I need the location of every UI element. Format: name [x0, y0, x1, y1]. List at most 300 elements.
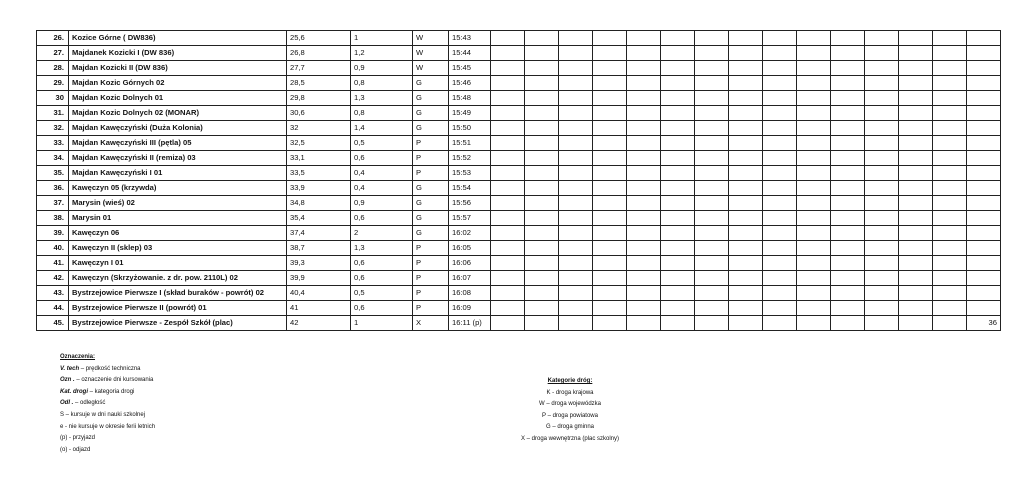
stop-name: Majdan Kozicki II (DW 836) [69, 61, 287, 76]
empty-cell [661, 196, 695, 211]
empty-cell [559, 91, 593, 106]
row-number: 41. [37, 256, 69, 271]
empty-cell [865, 31, 899, 46]
empty-cell [695, 166, 729, 181]
empty-cell [729, 241, 763, 256]
empty-cell [661, 91, 695, 106]
empty-cell [593, 166, 627, 181]
empty-cell [559, 286, 593, 301]
table-row [37, 286, 1001, 301]
empty-cell [797, 76, 831, 91]
empty-cell [797, 91, 831, 106]
empty-cell [525, 91, 559, 106]
time-cell: 15:49 [449, 106, 491, 121]
schedule-rows [37, 31, 1001, 331]
legend-key: V. tech [60, 365, 80, 372]
legend-road-categories-title: Kategorie dróg: [547, 378, 593, 384]
empty-cell [831, 76, 865, 91]
empty-cell [763, 91, 797, 106]
empty-cell [695, 106, 729, 121]
row-number: 29. [37, 76, 69, 91]
legend-item [60, 445, 155, 457]
table-row [37, 301, 1001, 316]
empty-cell [797, 151, 831, 166]
segment-distance-cell: 0,5 [351, 286, 413, 301]
empty-cell [797, 226, 831, 241]
empty-cell [729, 91, 763, 106]
empty-cell [933, 301, 967, 316]
table-row [37, 46, 1001, 61]
empty-cell [525, 301, 559, 316]
table-row [37, 271, 1001, 286]
empty-cell [763, 211, 797, 226]
empty-cell [763, 76, 797, 91]
empty-cell [899, 46, 933, 61]
segment-distance-cell: 0,5 [351, 136, 413, 151]
road-category-cell: G [413, 91, 449, 106]
empty-cell [933, 211, 967, 226]
road-category-cell: G [413, 226, 449, 241]
road-category-cell: G [413, 76, 449, 91]
page-number-cell [967, 151, 1001, 166]
time-cell: 15:52 [449, 151, 491, 166]
stop-name: Majdan Kawęczyński I 01 [69, 166, 287, 181]
empty-cell [831, 181, 865, 196]
empty-cell [899, 166, 933, 181]
empty-cell [661, 61, 695, 76]
empty-cell [525, 46, 559, 61]
road-category-cell: G [413, 121, 449, 136]
empty-cell [525, 121, 559, 136]
table-row [37, 106, 1001, 121]
empty-cell [627, 61, 661, 76]
empty-cell [661, 151, 695, 166]
empty-cell [661, 301, 695, 316]
empty-cell [593, 91, 627, 106]
empty-cell [627, 151, 661, 166]
legend-key: Ozn . [60, 377, 75, 384]
empty-cell [797, 196, 831, 211]
legend-markings-title: Oznaczenia: [60, 354, 96, 360]
empty-cell [695, 286, 729, 301]
page-number-cell [967, 211, 1001, 226]
empty-cell [865, 271, 899, 286]
page-number-cell [967, 91, 1001, 106]
empty-cell [797, 166, 831, 181]
segment-distance-cell: 2 [351, 226, 413, 241]
road-category-cell: P [413, 286, 449, 301]
legend-item [60, 410, 155, 422]
empty-cell [559, 76, 593, 91]
empty-cell [797, 181, 831, 196]
empty-cell [559, 256, 593, 271]
distance-cell: 32 [287, 121, 351, 136]
legend-item [60, 398, 155, 410]
legend-text: (o) - odjazd [60, 446, 91, 453]
empty-cell [729, 46, 763, 61]
empty-cell [933, 181, 967, 196]
empty-cell [695, 241, 729, 256]
empty-cell [695, 301, 729, 316]
empty-cell [865, 181, 899, 196]
empty-cell [627, 196, 661, 211]
empty-cell [695, 226, 729, 241]
empty-cell [627, 241, 661, 256]
empty-cell [525, 136, 559, 151]
empty-cell [525, 256, 559, 271]
distance-cell: 41 [287, 301, 351, 316]
empty-cell [593, 31, 627, 46]
empty-cell [525, 286, 559, 301]
table-row [37, 166, 1001, 181]
row-number: 30 [37, 91, 69, 106]
empty-cell [933, 271, 967, 286]
stop-name: Kawęczyn 05 (krzywda) [69, 181, 287, 196]
empty-cell [899, 91, 933, 106]
empty-cell [797, 61, 831, 76]
time-cell: 15:48 [449, 91, 491, 106]
empty-cell [831, 46, 865, 61]
empty-cell [933, 121, 967, 136]
legend-item: G – droga gminna [545, 424, 595, 431]
empty-cell [593, 46, 627, 61]
empty-cell [763, 61, 797, 76]
stop-name: Kawęczyn I 01 [69, 256, 287, 271]
page-number-cell [967, 181, 1001, 196]
time-cell: 15:46 [449, 76, 491, 91]
road-category-cell: G [413, 181, 449, 196]
empty-cell [559, 211, 593, 226]
empty-cell [525, 181, 559, 196]
road-category-cell: P [413, 256, 449, 271]
empty-cell [661, 46, 695, 61]
empty-cell [899, 151, 933, 166]
legend-item: W – droga wojewódzka [538, 401, 602, 408]
empty-cell [695, 196, 729, 211]
empty-cell [491, 211, 525, 226]
empty-cell [899, 196, 933, 211]
empty-cell [831, 271, 865, 286]
road-category-cell: P [413, 166, 449, 181]
empty-cell [729, 286, 763, 301]
empty-cell [661, 286, 695, 301]
empty-cell [933, 241, 967, 256]
empty-cell [933, 316, 967, 331]
time-cell: 15:57 [449, 211, 491, 226]
empty-cell [559, 31, 593, 46]
empty-cell [491, 196, 525, 211]
empty-cell [763, 166, 797, 181]
empty-cell [831, 61, 865, 76]
legend-item: P – droga powiatowa [542, 412, 598, 419]
row-number: 38. [37, 211, 69, 226]
empty-cell [831, 301, 865, 316]
empty-cell [627, 226, 661, 241]
segment-distance-cell: 1,4 [351, 121, 413, 136]
empty-cell [865, 256, 899, 271]
empty-cell [763, 181, 797, 196]
empty-cell [729, 166, 763, 181]
empty-cell [627, 136, 661, 151]
stop-name: Bystrzejowice Pierwsze I (skład buraków - powrót) 02 [69, 286, 287, 301]
empty-cell [933, 286, 967, 301]
page-number-cell [967, 31, 1001, 46]
legend-item: X – droga wewnętrzna (plac szkolny) [520, 435, 620, 442]
empty-cell [729, 106, 763, 121]
empty-cell [899, 76, 933, 91]
page-number-cell [967, 271, 1001, 286]
empty-cell [695, 181, 729, 196]
road-category-cell: P [413, 301, 449, 316]
empty-cell [933, 256, 967, 271]
stop-name: Majdanek Kozicki I (DW 836) [69, 46, 287, 61]
empty-cell [695, 151, 729, 166]
empty-cell [627, 91, 661, 106]
empty-cell [899, 241, 933, 256]
empty-cell [491, 181, 525, 196]
empty-cell [491, 46, 525, 61]
empty-cell [559, 166, 593, 181]
legend-item [60, 433, 155, 445]
empty-cell [627, 256, 661, 271]
time-cell: 15:50 [449, 121, 491, 136]
time-cell: 16:11 (p) [449, 316, 491, 331]
legend-markings [60, 352, 155, 456]
empty-cell [899, 121, 933, 136]
empty-cell [491, 121, 525, 136]
row-number: 28. [37, 61, 69, 76]
empty-cell [763, 226, 797, 241]
empty-cell [525, 316, 559, 331]
empty-cell [729, 61, 763, 76]
empty-cell [627, 316, 661, 331]
empty-cell [559, 226, 593, 241]
empty-cell [525, 166, 559, 181]
empty-cell [559, 106, 593, 121]
empty-cell [559, 181, 593, 196]
table-row [37, 31, 1001, 46]
empty-cell [593, 61, 627, 76]
empty-cell [729, 151, 763, 166]
empty-cell [695, 271, 729, 286]
empty-cell [627, 211, 661, 226]
time-cell: 15:51 [449, 136, 491, 151]
empty-cell [627, 121, 661, 136]
empty-cell [899, 106, 933, 121]
empty-cell [899, 211, 933, 226]
row-number: 35. [37, 166, 69, 181]
segment-distance-cell: 0,8 [351, 106, 413, 121]
empty-cell [695, 91, 729, 106]
road-category-cell: P [413, 271, 449, 286]
time-cell: 16:07 [449, 271, 491, 286]
page-number-cell [967, 301, 1001, 316]
empty-cell [763, 241, 797, 256]
empty-cell [831, 91, 865, 106]
table-row [37, 181, 1001, 196]
empty-cell [559, 271, 593, 286]
distance-cell: 33,9 [287, 181, 351, 196]
time-cell: 15:56 [449, 196, 491, 211]
empty-cell [491, 91, 525, 106]
empty-cell [933, 31, 967, 46]
segment-distance-cell: 0,6 [351, 301, 413, 316]
row-number: 34. [37, 151, 69, 166]
empty-cell [763, 271, 797, 286]
empty-cell [661, 226, 695, 241]
empty-cell [797, 241, 831, 256]
empty-cell [559, 196, 593, 211]
row-number: 36. [37, 181, 69, 196]
distance-cell: 33,5 [287, 166, 351, 181]
empty-cell [797, 271, 831, 286]
page-number-cell: 36 [967, 316, 1001, 331]
empty-cell [593, 256, 627, 271]
empty-cell [763, 46, 797, 61]
empty-cell [661, 31, 695, 46]
empty-cell [627, 76, 661, 91]
page-number-cell [967, 136, 1001, 151]
segment-distance-cell: 1,3 [351, 91, 413, 106]
empty-cell [525, 196, 559, 211]
empty-cell [831, 226, 865, 241]
legend-text: – odległość [73, 400, 106, 407]
row-number: 40. [37, 241, 69, 256]
empty-cell [763, 301, 797, 316]
empty-cell [559, 136, 593, 151]
empty-cell [729, 121, 763, 136]
empty-cell [865, 301, 899, 316]
distance-cell: 32,5 [287, 136, 351, 151]
empty-cell [593, 226, 627, 241]
row-number: 37. [37, 196, 69, 211]
empty-cell [933, 91, 967, 106]
empty-cell [865, 91, 899, 106]
empty-cell [763, 151, 797, 166]
empty-cell [695, 61, 729, 76]
empty-cell [763, 136, 797, 151]
road-category-cell: W [413, 46, 449, 61]
empty-cell [593, 211, 627, 226]
empty-cell [695, 211, 729, 226]
empty-cell [899, 256, 933, 271]
segment-distance-cell: 0,6 [351, 271, 413, 286]
empty-cell [593, 106, 627, 121]
road-category-cell: G [413, 196, 449, 211]
empty-cell [559, 151, 593, 166]
empty-cell [695, 316, 729, 331]
empty-cell [593, 181, 627, 196]
empty-cell [661, 166, 695, 181]
empty-cell [491, 151, 525, 166]
empty-cell [491, 136, 525, 151]
empty-cell [933, 151, 967, 166]
time-cell: 15:53 [449, 166, 491, 181]
empty-cell [865, 286, 899, 301]
empty-cell [865, 106, 899, 121]
distance-cell: 39,9 [287, 271, 351, 286]
legend-item: K - droga krajowa [546, 389, 594, 396]
empty-cell [627, 286, 661, 301]
empty-cell [831, 241, 865, 256]
stop-name: Kozice Górne ( DW836) [69, 31, 287, 46]
empty-cell [695, 31, 729, 46]
page-number-cell [967, 106, 1001, 121]
empty-cell [695, 46, 729, 61]
empty-cell [491, 166, 525, 181]
empty-cell [797, 316, 831, 331]
empty-cell [729, 76, 763, 91]
segment-distance-cell: 0,9 [351, 61, 413, 76]
empty-cell [797, 121, 831, 136]
empty-cell [593, 136, 627, 151]
row-number: 43. [37, 286, 69, 301]
empty-cell [491, 106, 525, 121]
legend-item [60, 375, 155, 387]
empty-cell [593, 316, 627, 331]
distance-cell: 28,5 [287, 76, 351, 91]
empty-cell [729, 271, 763, 286]
empty-cell [559, 61, 593, 76]
empty-cell [865, 46, 899, 61]
legend-item [60, 364, 155, 376]
empty-cell [729, 301, 763, 316]
stop-name: Majdan Kozic Górnych 02 [69, 76, 287, 91]
empty-cell [831, 31, 865, 46]
empty-cell [831, 151, 865, 166]
empty-cell [831, 256, 865, 271]
segment-distance-cell: 1 [351, 31, 413, 46]
time-cell: 15:43 [449, 31, 491, 46]
empty-cell [525, 226, 559, 241]
empty-cell [491, 31, 525, 46]
road-category-cell: G [413, 211, 449, 226]
empty-cell [831, 166, 865, 181]
table-row [37, 91, 1001, 106]
empty-cell [797, 31, 831, 46]
stop-name: Bystrzejowice Pierwsze II (powrót) 01 [69, 301, 287, 316]
time-cell: 16:05 [449, 241, 491, 256]
page-number-cell [967, 76, 1001, 91]
legend-text: e - nie kursuje w okresie ferii letnich [60, 423, 156, 430]
empty-cell [593, 121, 627, 136]
empty-cell [831, 106, 865, 121]
empty-cell [593, 241, 627, 256]
empty-cell [729, 196, 763, 211]
row-number: 26. [37, 31, 69, 46]
empty-cell [729, 31, 763, 46]
empty-cell [899, 271, 933, 286]
empty-cell [491, 241, 525, 256]
page-number-cell [967, 256, 1001, 271]
empty-cell [899, 61, 933, 76]
time-cell: 16:08 [449, 286, 491, 301]
empty-cell [933, 196, 967, 211]
table-row [37, 211, 1001, 226]
page-number-cell [967, 196, 1001, 211]
empty-cell [627, 106, 661, 121]
empty-cell [899, 181, 933, 196]
empty-cell [763, 106, 797, 121]
empty-cell [593, 286, 627, 301]
distance-cell: 40,4 [287, 286, 351, 301]
segment-distance-cell: 1,3 [351, 241, 413, 256]
table-row [37, 151, 1001, 166]
segment-distance-cell: 0,8 [351, 76, 413, 91]
empty-cell [797, 46, 831, 61]
empty-cell [831, 136, 865, 151]
empty-cell [831, 121, 865, 136]
